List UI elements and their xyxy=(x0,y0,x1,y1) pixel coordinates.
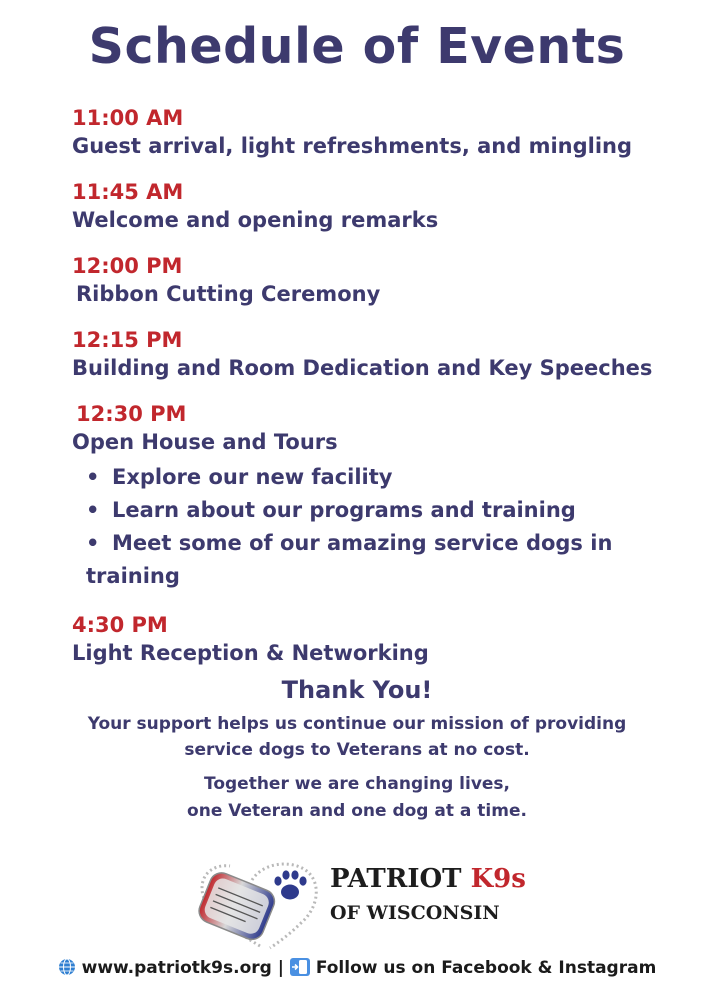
bullet-dot: • xyxy=(86,465,100,489)
event-time: 4:30 PM xyxy=(72,613,168,637)
event-item xyxy=(72,326,702,382)
thank-you-line: one Veteran and one dog at a time. xyxy=(187,801,527,821)
event-description: Ribbon Cutting Ceremony xyxy=(76,282,381,306)
bullet-item xyxy=(86,461,702,494)
dog-tag-heart-icon xyxy=(190,858,330,950)
website-link[interactable]: www.patriotk9s.org xyxy=(81,958,272,978)
paw-icon xyxy=(274,870,306,899)
footer-separator: | xyxy=(277,958,284,978)
thank-you-line: service dogs to Veterans at no cost. xyxy=(184,740,530,760)
event-description: Light Reception & Networking xyxy=(72,641,429,665)
event-time: 11:45 AM xyxy=(72,180,184,204)
bullet-item xyxy=(86,494,702,527)
logo-subtitle: OF WISCONSIN xyxy=(330,902,500,924)
bullet-item xyxy=(86,527,702,593)
event-item xyxy=(72,252,702,308)
thank-you-line: Together we are changing lives, xyxy=(203,774,511,794)
logo-name xyxy=(330,864,526,894)
thank-you-line: Your support helps us continue our mission of providing xyxy=(87,714,627,734)
event-item xyxy=(72,611,702,667)
event-item xyxy=(72,400,702,593)
patriot-k9s-logo xyxy=(190,858,530,950)
bullet-dot: • xyxy=(86,498,100,522)
globe-icon xyxy=(58,958,76,981)
phone-arrow-icon xyxy=(290,958,310,981)
event-time: 12:15 PM xyxy=(72,328,183,352)
bullet-text: Meet some of our amazing service dogs in training xyxy=(86,531,613,588)
event-description: Open House and Tours xyxy=(72,430,338,454)
bullet-list xyxy=(72,461,702,593)
event-item xyxy=(72,178,702,234)
bullet-text: Learn about our programs and training xyxy=(112,498,576,522)
footer xyxy=(0,958,714,981)
social-text[interactable]: Follow us on Facebook & Instagram xyxy=(315,958,657,978)
event-description: Building and Room Dedication and Key Speeches xyxy=(72,356,653,380)
events-list xyxy=(72,104,702,685)
event-item xyxy=(72,104,702,160)
event-time: 12:30 PM xyxy=(76,402,187,426)
thank-you-title: Thank You! xyxy=(281,676,433,704)
logo-name-part1: PATRIOT xyxy=(330,864,471,894)
bullet-text: Explore our new facility xyxy=(112,465,393,489)
event-time: 12:00 PM xyxy=(72,254,183,278)
logo-name-part2: K9s xyxy=(470,864,526,894)
bullet-dot: • xyxy=(86,531,100,555)
event-description: Welcome and opening remarks xyxy=(72,208,439,232)
event-time: 11:00 AM xyxy=(72,106,184,130)
event-description: Guest arrival, light refreshments, and mingling xyxy=(72,134,633,158)
page-title: Schedule of Events xyxy=(88,18,626,75)
